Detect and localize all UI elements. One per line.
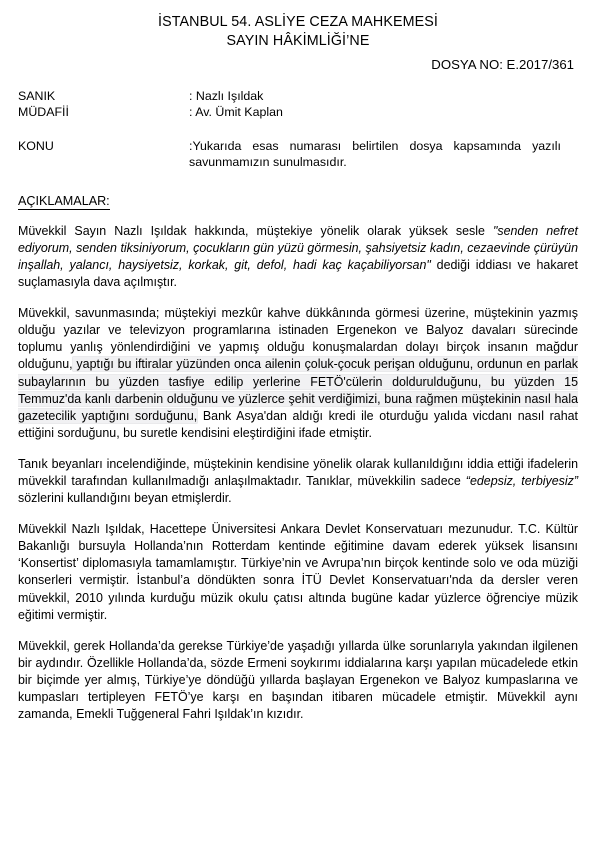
paragraph-biography-activism: Müvekkil, gerek Hollanda’da gerekse Türkiye’de yaşadığı yıllarda ülke sorunlarıyla yakından ilgilenen bir aydındır. Özellikle Hollanda’da, sözde Ermeni soykırımı iddialarına karşı yapılan mücadelede etkin bir biçimde yer almış, Türkiye’ye döndüğü yıllarda başlayan Ergenekon ve Balyoz kumpaslarına ve kumpasları tertipleyen FETÖ’ye karşı en başından itibaren mücadele etmiştir. Müvekkil aynı zamanda, Emekli Tuğgeneral Fahri Işıldak’ın kızıdır.	[18, 638, 578, 722]
defendant-value: : Nazlı Işıldak	[189, 89, 264, 103]
p2-trailing-text: Bank Asya'dan aldığı kredi ile oturduğu yalıda vicdanı nasıl rahat ettiğini sorduğunu, bu suretle kendisini eleştirdiğini ifade etmiştir.	[18, 408, 578, 440]
paragraph-defense-statement	[18, 305, 578, 442]
counsel-value: : Av. Ümit Kaplan	[189, 105, 283, 120]
paragraph-biography-education	[18, 521, 578, 624]
p4-lead-text: Müvekkil Nazlı Işıldak, Hacettepe Üniversitesi Ankara Devlet Konservatuarı mezunudur. T.C. Kültür Bakanlığı bursuyla Hollanda’nın Rotterdam kentinde eğitimine davam ederek yüksek lisansını	[18, 522, 578, 554]
subject-value: :Yukarıda esas numarası belirtilen dosya kapsamında yazılı savunmamızın sunulmasıdır.	[189, 138, 561, 170]
document-body	[18, 223, 578, 723]
defendant-label: SANIK	[18, 89, 56, 103]
p4-trailing-text: diplomasıyla tamamlamıştır. Türkiye’nin ve Avrupa’nın birçok kentinde solo ve oda müziği konserleri vermiştir. İstanbul’a döndükten sonra İTÜ Devlet Konservatuarı'nda da dersler veren müvekkil, 2010 yılında kurduğu müzik okulu çatısı altında bugüne kadar yüzlerce öğrenciye müzik eğitimi vermiştir.	[18, 556, 578, 622]
p1-quoted-insults: "senden nefret ediyorum, senden tiksiniyorum, çocukların gün yüzü görmesin, şahsiyetsiz kadın, cezaevinde çürüyün inşallah, yalancı, haysiyetsiz, korkak, git, defol, hadi kaç kaçabiliyorsan"	[18, 223, 578, 272]
counsel-row	[18, 104, 578, 120]
counsel-label: MÜDAFİİ	[18, 105, 69, 120]
party-information-block	[18, 88, 578, 171]
subject-label: KONU	[18, 138, 54, 153]
p4-quoted-diploma: ‘Konsertist’	[18, 556, 79, 571]
p2-highlighted-selection[interactable]: yaptığı bu iftiralar yüzünden onca ailenin çoluk-çocuk perişan olduğunu, ordunun en parlak subaylarının bu yüzden tasfiye edilip yerlerine FETÖ'cülerin doldurulduğunu, bu yüzden 15 Temmuz'da kanlı darbenin olduğunu ve yüzlerce şehit verdiğimizi, buna rağmen müştekinin nasıl hala gazetecilik yaptığını sorduğunu,	[18, 357, 578, 423]
p3-lead-text: Tanık beyanları incelendiğinde, müştekinin kendisine yönelik olarak kullanıldığını iddia ettiği ifadelerin müvekkil tarafından kullanılmadığı anlaşılmaktadır. Tanıklar, müvekkilin sadece	[18, 456, 578, 488]
paragraph-accusation	[18, 223, 578, 291]
p2-lead-text: Müvekkil, savunmasında; müştekiyi mezkûr kahve dükkânında görmesi üzerine, müştekinin yazmış olduğu yazılar ve televizyon programlarına istinaden Ergenekon ve Balyoz davaları sürecinde toplumu yanlış yönlendirdiğini ve yapmış olduğu konuşmalardan dolayı birçok insanın mağdur olduğunu,	[18, 306, 578, 372]
case-file-number: DOSYA NO: E.2017/361	[431, 57, 574, 72]
court-header	[18, 10, 578, 51]
explanations-heading: AÇIKLAMALAR:	[18, 193, 110, 208]
court-name-line-1: İSTANBUL 54. ASLİYE CEZA MAHKEMESİ	[158, 14, 438, 30]
defendant-row	[18, 88, 578, 104]
p1-lead-text: Müvekkil Sayın Nazlı Işıldak hakkında, müştekiye yönelik olarak yüksek sesle	[18, 223, 493, 238]
p3-trailing-text: sözlerini kullandığını beyan etmişlerdir.	[18, 491, 232, 506]
court-name-line-2: SAYIN HÂKİMLİĞİ’NE	[226, 33, 370, 49]
paragraph-witness-testimony	[18, 456, 578, 507]
explanations-heading-wrapper	[18, 171, 578, 210]
subject-row	[18, 138, 578, 171]
p3-quoted-words: “edepsiz, terbiyesiz”	[465, 474, 578, 488]
p1-trailing-text: dediği iddiası ve hakaret suçlamasıyla dava açılmıştır.	[18, 257, 578, 290]
